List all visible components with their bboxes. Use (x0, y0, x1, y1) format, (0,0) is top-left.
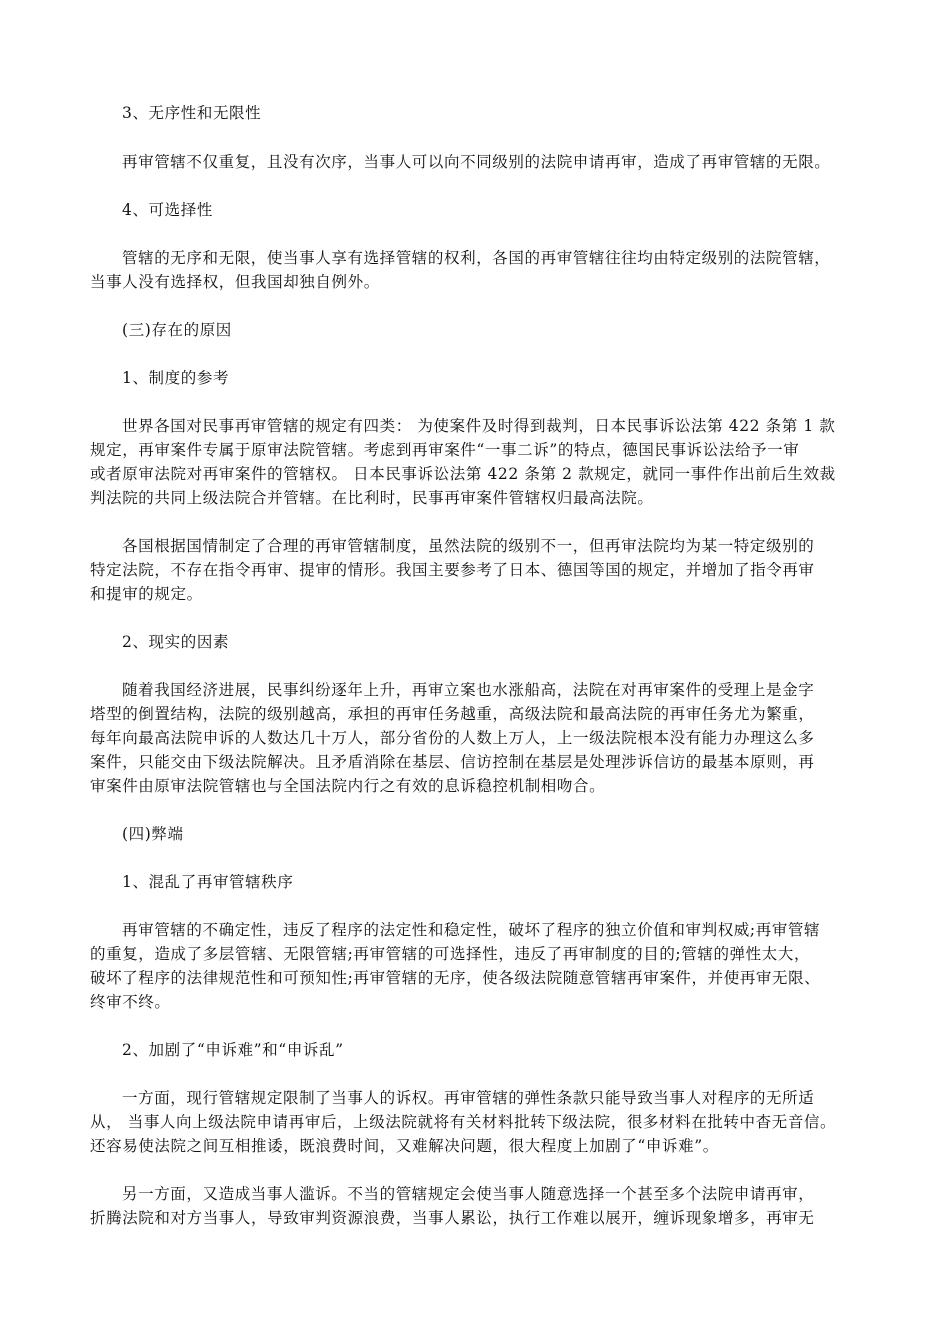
paragraph-line: 再审管辖不仅重复，且没有次序，当事人可以向不同级别的法院申请再审，造成了再审管辖的无限。 (122, 153, 831, 171)
paragraph-line: 和提审的规定。 (90, 585, 203, 603)
paragraph-line: 塔型的倒置结构，法院的级别越高，承担的再审任务越重，高级法院和最高法院的再审任务尤为繁重， (90, 705, 815, 723)
section-heading: 1、制度的参考 (122, 369, 230, 387)
paragraph-line: 随着我国经济进展，民事纠纷逐年上升，再审立案也水涨船高，法院在对再审案件的受理上是金字 (122, 681, 815, 699)
section-heading: (四)弊端 (122, 825, 184, 843)
paragraph-line: 或者原审法院对再审案件的管辖权。 日本民事诉讼法第 422 条第 2 款规定，就同一事件作出前后生效裁 (90, 465, 836, 483)
section-heading: 2、现实的因素 (122, 633, 230, 651)
paragraph-line: 一方面，现行管辖规定限制了当事人的诉权。再审管辖的弹性条款只能导致当事人对程序的无所适 (122, 1089, 815, 1107)
paragraph-line: 终审不终。 (90, 993, 171, 1011)
paragraph-line: 特定法院，不存在指令再审、提审的情形。我国主要参考了日本、德国等国的规定，并增加了指令再审 (90, 561, 815, 579)
section-heading: 3、无序性和无限性 (122, 104, 262, 122)
paragraph-line: 规定，再审案件专属于原审法院管辖。考虑到再审案件“一事二诉”的特点，德国民事诉讼法给予一审 (90, 441, 800, 459)
paragraph-line: 管辖的无序和无限，使当事人享有选择管辖的权利，各国的再审管辖往往均由特定级别的法院管辖， (122, 249, 831, 267)
paragraph-line: 折腾法院和对方当事人，导致审判资源浪费，当事人累讼，执行工作难以展开，缠诉现象增多，再审无 (90, 1209, 815, 1227)
paragraph-line: 审案件由原审法院管辖也与全国法院内行之有效的息诉稳控机制相吻合。 (90, 777, 606, 795)
paragraph-line: 另一方面，又造成当事人滥诉。不当的管辖规定会使当事人随意选择一个甚至多个法院申请再审， (122, 1185, 815, 1203)
paragraph-line: 世界各国对民事再审管辖的规定有四类： 为使案件及时得到裁判，日本民事诉讼法第 422 条第 1 款 (122, 417, 836, 435)
paragraph-line: 再审管辖的不确定性，违反了程序的法定性和稳定性，破坏了程序的独立价值和审判权威;再审管辖 (122, 921, 821, 939)
section-heading: 2、加剧了“申诉难”和“申诉乱” (122, 1041, 344, 1059)
section-heading: 1、混乱了再审管辖秩序 (122, 873, 294, 891)
paragraph-line: 从， 当事人向上级法院申请再审后，上级法院就将有关材料批转下级法院，很多材料在批转中杳无音信。 (90, 1113, 837, 1131)
paragraph-line: 判法院的共同上级法院合并管辖。在比利时，民事再审案件管辖权归最高法院。 (90, 489, 654, 507)
paragraph-line: 当事人没有选择权，但我国却独自例外。 (90, 273, 380, 291)
paragraph-line: 的重复，造成了多层管辖、无限管辖;再审管辖的可选择性，违反了再审制度的目的;管辖的弹性太大， (90, 945, 811, 963)
paragraph-line: 还容易使法院之间互相推诿，既浪费时间，又难解决问题，很大程度上加剧了“申诉难”。 (90, 1137, 719, 1155)
section-heading: 4、可选择性 (122, 201, 213, 219)
paragraph-line: 每年向最高法院申诉的人数达几十万人，部分省份的人数上万人，上一级法院根本没有能力办理这么多 (90, 729, 815, 747)
paragraph-line: 各国根据国情制定了合理的再审管辖制度，虽然法院的级别不一，但再审法院均为某一特定级别的 (122, 537, 815, 555)
section-heading: (三)存在的原因 (122, 321, 232, 339)
paragraph-line: 案件，只能交由下级法院解决。且矛盾消除在基层、信访控制在基层是处理涉诉信访的最基本原则，再 (90, 753, 815, 771)
paragraph-line: 破坏了程序的法律规范性和可预知性;再审管辖的无序，使各级法院随意管辖再审案件，并使再审无限、 (90, 969, 821, 987)
